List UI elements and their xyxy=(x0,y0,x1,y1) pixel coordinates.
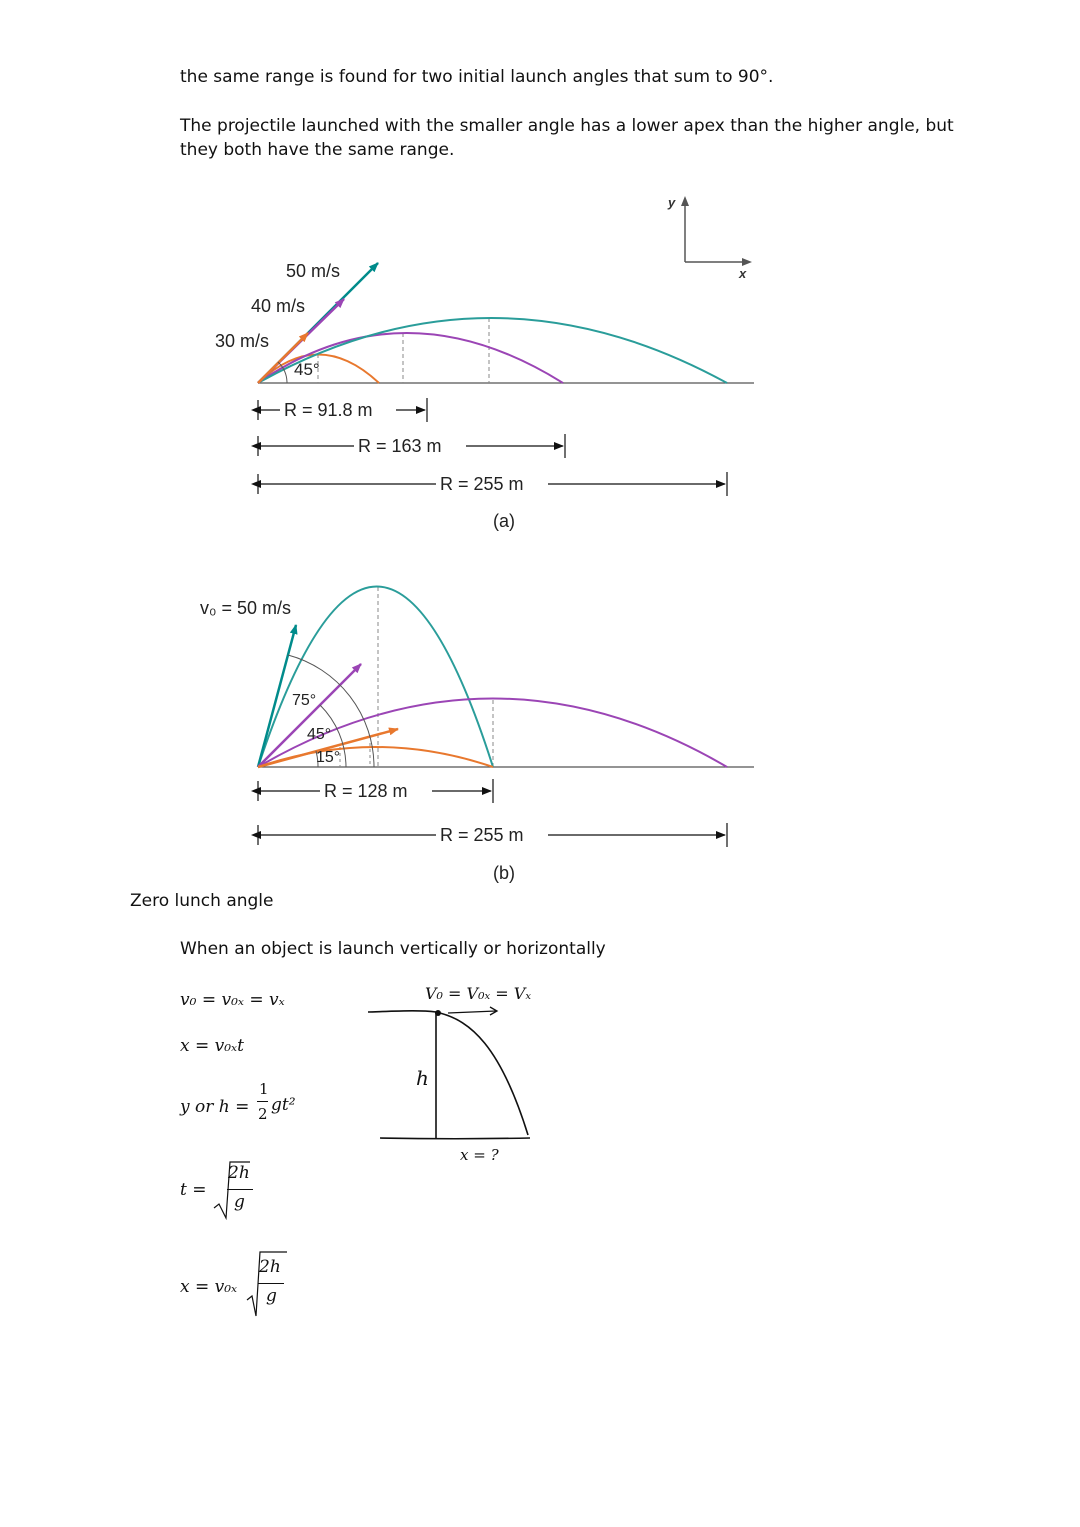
zero-angle-description: When an object is launch vertically or horizontally xyxy=(180,939,606,959)
eq3-lhs: y or h = xyxy=(180,1097,250,1117)
vector-45b xyxy=(258,664,361,767)
paragraph-line-2: they both have the same range. xyxy=(180,140,455,160)
zero-angle-heading: Zero lunch angle xyxy=(130,891,274,911)
eq4-denominator: g xyxy=(234,1192,245,1212)
eq3-denominator: 2 xyxy=(258,1105,268,1123)
speed-label-50: 50 m/s xyxy=(286,261,341,281)
equation-x: x = v₀ₓt xyxy=(180,1036,244,1056)
axis-y-label: y xyxy=(668,195,676,210)
eq5-denominator: g xyxy=(266,1286,277,1306)
speed-label-40: 40 m/s xyxy=(251,296,306,316)
trajectory-75 xyxy=(258,587,493,768)
paragraph-line-1: The projectile launched with the smaller angle has a lower apex than the higher angle, but xyxy=(180,116,954,136)
eq4-lhs: t = xyxy=(180,1180,207,1200)
range-label-b2: R = 255 m xyxy=(440,825,524,845)
eq5-lhs: x = v₀ₓ xyxy=(180,1277,238,1297)
caption-b: (b) xyxy=(493,863,515,883)
angle-label-75: 75° xyxy=(292,692,317,709)
eq4-numerator: 2h xyxy=(228,1163,250,1183)
intro-line: the same range is found for two initial launch angles that sum to 90°. xyxy=(180,67,774,87)
eq5-numerator: 2h xyxy=(259,1257,281,1277)
sketch-velocity-note: V₀ = V₀ₓ = Vₓ xyxy=(425,984,532,1003)
eq3-numerator: 1 xyxy=(259,1080,269,1098)
angle-label-15: 15° xyxy=(316,749,341,766)
range-label-a3: R = 255 m xyxy=(440,474,524,494)
axes-icon xyxy=(681,196,752,266)
sketch-range-label: x = ? xyxy=(460,1146,499,1164)
range-label-a1: R = 91.8 m xyxy=(284,400,373,420)
equation-velocity: v₀ = v₀ₓ = vₓ xyxy=(180,990,285,1010)
speed-label-30: 30 m/s xyxy=(215,331,270,351)
range-label-a2: R = 163 m xyxy=(358,436,442,456)
horizontal-launch-sketch xyxy=(360,975,580,1165)
axis-x-label: x xyxy=(739,266,747,281)
vector-75 xyxy=(258,625,296,767)
angle-label-45b: 45° xyxy=(307,726,332,743)
v0-label: v₀ = 50 m/s xyxy=(200,598,292,618)
angle-label-45: 45° xyxy=(294,360,320,379)
range-label-b1: R = 128 m xyxy=(324,781,408,801)
caption-a: (a) xyxy=(493,511,515,531)
eq3-rhs: gt² xyxy=(271,1095,296,1115)
trajectory-50 xyxy=(258,318,727,383)
sketch-height-label: h xyxy=(416,1066,429,1090)
